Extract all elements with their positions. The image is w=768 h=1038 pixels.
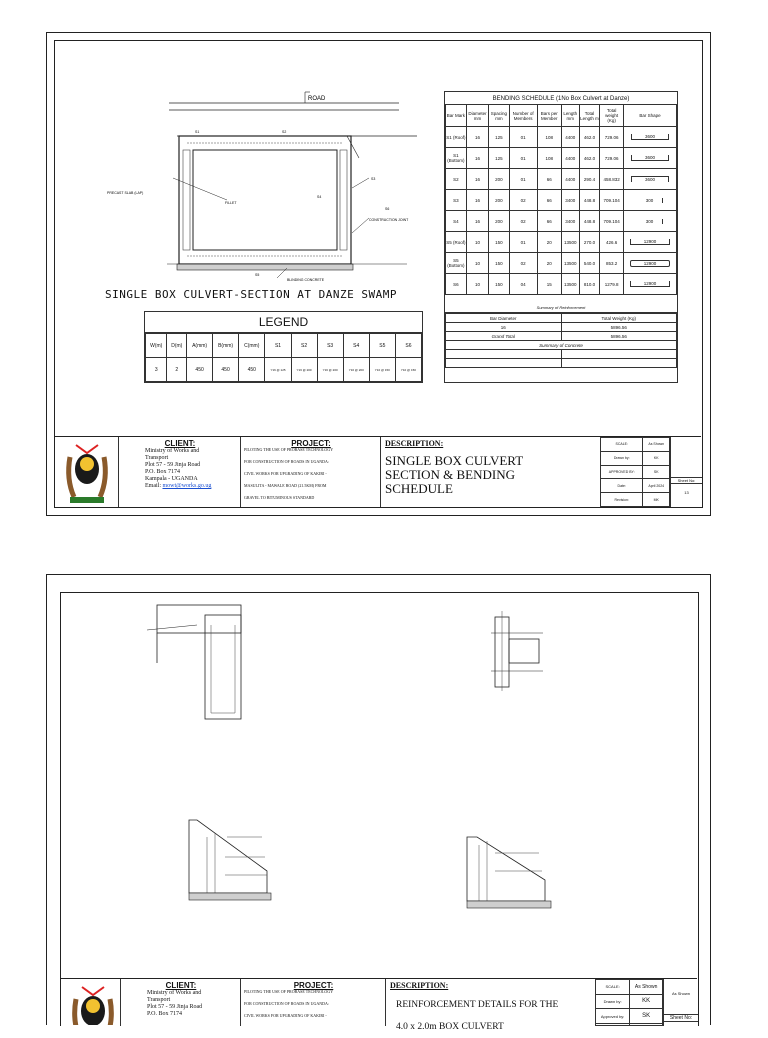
cell: 458.832 bbox=[600, 169, 624, 190]
uganda-coat-of-arms-logo bbox=[62, 981, 124, 1025]
legend-value: 450 bbox=[187, 358, 213, 382]
cell: 290.4 bbox=[579, 169, 600, 190]
cell: 462.0 bbox=[579, 148, 600, 169]
bar-shape-dim: 12900 bbox=[630, 281, 670, 287]
legend-header: S4 bbox=[343, 334, 369, 358]
project-section bbox=[240, 979, 386, 1026]
bar-shape-dim: 3600 bbox=[631, 155, 669, 161]
bar-shape-dim: 12900 bbox=[630, 260, 670, 267]
cell: 02 bbox=[509, 190, 537, 211]
description-line: 4.0 x 2.0m BOX CULVERT bbox=[396, 1022, 504, 1032]
cell: 10 bbox=[466, 232, 488, 253]
table-row bbox=[446, 190, 677, 211]
bar-label-s3: S3 bbox=[371, 177, 376, 181]
client-label: CLIENT: bbox=[164, 439, 196, 448]
email-label: Email: bbox=[145, 483, 161, 489]
cell: 4400 bbox=[561, 148, 579, 169]
cell: 16 bbox=[466, 127, 488, 148]
grand-total-label: Grand Total bbox=[446, 332, 562, 341]
bar-shape-dim: 300 bbox=[638, 219, 663, 224]
cell: 200 bbox=[489, 169, 509, 190]
drawn-value: KK bbox=[643, 451, 670, 465]
bar-shape-dim: 3600 bbox=[631, 134, 669, 140]
project-line: CIVIL WORKS FOR UPGRADING OF KAKIRI - bbox=[244, 1013, 327, 1018]
cell: 20 bbox=[537, 253, 561, 274]
header-total-weight: Total weight (Kg) bbox=[600, 105, 624, 127]
precast-slab-label: PRECAST SLAB (LAP) bbox=[107, 191, 144, 195]
project-line: FOR CONSTRUCTION OF ROADS IN UGANDA: bbox=[244, 1001, 330, 1006]
cell: S2 bbox=[446, 169, 467, 190]
cell: 853.2 bbox=[600, 253, 624, 274]
cell: 1279.8 bbox=[600, 274, 624, 295]
project-line: FOR CONSTRUCTION OF ROADS IN UGANDA: bbox=[244, 459, 330, 464]
legend-value: Y16 @ 200 bbox=[291, 358, 317, 382]
cell: 4400 bbox=[561, 127, 579, 148]
extra-scale-value: As Shown bbox=[671, 991, 690, 996]
cell: 270.0 bbox=[579, 232, 600, 253]
legend-value: 450 bbox=[239, 358, 265, 382]
header-length: Length mm bbox=[561, 105, 579, 127]
client-line: P.O. Box 7174 bbox=[145, 469, 181, 475]
table-row bbox=[446, 253, 677, 274]
cell: 10 bbox=[466, 274, 488, 295]
legend-header: S6 bbox=[395, 334, 421, 358]
cell: 709.104 bbox=[600, 211, 624, 232]
total-weight-label: Total Weight (Kg) bbox=[561, 314, 677, 323]
client-line: Ministry of Works and bbox=[145, 448, 200, 454]
bar-shape-cell bbox=[624, 169, 677, 190]
client-section bbox=[120, 979, 241, 1026]
road-label: ROAD bbox=[308, 96, 326, 102]
legend-title: LEGEND bbox=[145, 312, 422, 333]
summary-concrete-label: Summary of Concrete bbox=[446, 341, 677, 350]
description-section bbox=[380, 437, 601, 507]
cell: 01 bbox=[509, 232, 537, 253]
legend-value: 2 bbox=[167, 358, 187, 382]
empty-cell bbox=[561, 359, 677, 368]
project-section bbox=[240, 437, 381, 507]
cell: 01 bbox=[509, 127, 537, 148]
sheet-number-box bbox=[663, 979, 698, 1026]
bar-diameter-label: Bar Diameter bbox=[446, 314, 562, 323]
project-line: PILOTING THE USE OF PROBASE TECHNOLOGY bbox=[244, 447, 334, 452]
cell: 3400 bbox=[561, 211, 579, 232]
legend-header: C(mm) bbox=[239, 334, 265, 358]
approved-label: Approved by: bbox=[596, 1009, 630, 1024]
cell: S6 bbox=[446, 274, 467, 295]
drawn-value: KK bbox=[630, 994, 663, 1009]
approved-value: SK bbox=[630, 1009, 663, 1024]
header-bars-per-member: Bars per Member bbox=[537, 105, 561, 127]
client-line: Transport bbox=[147, 997, 171, 1003]
cell: 150 bbox=[489, 232, 509, 253]
cell: 462.0 bbox=[579, 127, 600, 148]
cell: 16 bbox=[466, 190, 488, 211]
bar-label-s2: S2 bbox=[282, 130, 287, 134]
legend-value: 450 bbox=[213, 358, 239, 382]
cell: 13500 bbox=[561, 274, 579, 295]
empty-cell bbox=[561, 350, 677, 359]
header-bar-shape: Bar Shape bbox=[624, 105, 677, 127]
cell: 16 bbox=[466, 211, 488, 232]
construction-joint-label: CONSTRUCTION JOINT bbox=[369, 218, 409, 222]
date-label: Date: bbox=[601, 479, 643, 493]
client-section bbox=[118, 437, 241, 507]
project-line: MASULITA - MAWALE ROAD (21.5KM) FROM bbox=[244, 483, 327, 488]
cell: 810.0 bbox=[579, 274, 600, 295]
project-line: CIVIL WORKS FOR UPGRADING OF KAKIRI - bbox=[244, 471, 327, 476]
cell: 02 bbox=[509, 211, 537, 232]
project-line: GRAVEL TO BITUMINOUS STANDARD bbox=[244, 495, 315, 500]
table-row bbox=[446, 148, 677, 169]
bar-shape-cell bbox=[624, 274, 677, 295]
legend-value: Y10 @ 150 bbox=[395, 358, 421, 382]
legend-header: S2 bbox=[291, 334, 317, 358]
legend-value: Y16 @ 200 bbox=[317, 358, 343, 382]
bar-label-s4: S4 bbox=[317, 195, 322, 199]
cell: S1 (Roof) bbox=[446, 127, 467, 148]
drawn-label: Drawn by: bbox=[601, 451, 643, 465]
empty-cell bbox=[446, 359, 562, 368]
legend-value: Y10 @ 150 bbox=[369, 358, 395, 382]
bar-shape-cell bbox=[624, 127, 677, 148]
client-label: CLIENT: bbox=[165, 981, 197, 990]
description-line: SCHEDULE bbox=[385, 481, 453, 496]
cell: 426.6 bbox=[600, 232, 624, 253]
cell: 709.104 bbox=[600, 190, 624, 211]
bending-schedule-table bbox=[445, 104, 677, 295]
project-line: PILOTING THE USE OF PROBASE TECHNOLOGY bbox=[244, 989, 334, 994]
description-section bbox=[385, 979, 596, 1032]
cell: 66 bbox=[537, 190, 561, 211]
cell: 108 bbox=[537, 148, 561, 169]
drawing-title: SINGLE BOX CULVERT-SECTION AT DANZE SWAMP bbox=[105, 288, 398, 301]
header-number-of-members: Number of Members bbox=[509, 105, 537, 127]
cell: S5 (Roof) bbox=[446, 232, 467, 253]
header-total-length: Total Length m bbox=[579, 105, 600, 127]
description-line: SECTION & BENDING bbox=[385, 467, 515, 482]
legend-header: D(m) bbox=[167, 334, 187, 358]
cell: 4400 bbox=[561, 169, 579, 190]
description-line: SINGLE BOX CULVERT bbox=[385, 453, 524, 468]
summary-reinforcement-label: Summary of Reinforcement bbox=[445, 295, 677, 313]
cell: 20 bbox=[537, 232, 561, 253]
cell: 10 bbox=[466, 253, 488, 274]
bar-shape-cell bbox=[624, 232, 677, 253]
drawing-sheet-1 bbox=[46, 32, 711, 516]
client-line: Kampala - UGANDA bbox=[145, 476, 198, 482]
cell: 02 bbox=[509, 253, 537, 274]
bending-schedule-title: BENDING SCHEDULE (1No Box Culvert at Danze) bbox=[492, 96, 630, 102]
bar-shape-dim: 12900 bbox=[630, 239, 670, 245]
bar-label-s1: S1 bbox=[195, 130, 200, 134]
cell: 448.8 bbox=[579, 190, 600, 211]
bar-shape-cell bbox=[624, 148, 677, 169]
cell: S4 bbox=[446, 211, 467, 232]
approved-label: APPROVED BY: bbox=[601, 465, 643, 479]
date-value: April 2024 bbox=[643, 479, 670, 493]
header-spacing: Spacing mm bbox=[489, 105, 509, 127]
approved-value: SK bbox=[643, 465, 670, 479]
cell: 01 bbox=[509, 148, 537, 169]
scale-label: SCALE: bbox=[596, 980, 630, 995]
legend-value: Y16 @ 200 bbox=[343, 358, 369, 382]
cell: 729.06 bbox=[600, 148, 624, 169]
cell: 108 bbox=[537, 127, 561, 148]
cell: 200 bbox=[489, 211, 509, 232]
drawn-label: Drawn by: bbox=[596, 994, 630, 1009]
legend-header: S5 bbox=[369, 334, 395, 358]
table-row bbox=[446, 232, 677, 253]
summary-table bbox=[445, 313, 677, 368]
cell: 15 bbox=[537, 274, 561, 295]
description-label: DESCRIPTION: bbox=[385, 439, 444, 448]
header-diameter: Diameter mm bbox=[466, 105, 488, 127]
title-block bbox=[54, 436, 701, 507]
cell: 200 bbox=[489, 190, 509, 211]
legend-value: 3 bbox=[146, 358, 167, 382]
client-line: Transport bbox=[145, 455, 169, 461]
project-label: PROJECT: bbox=[293, 981, 334, 990]
cell: 66 bbox=[537, 169, 561, 190]
legend-table bbox=[145, 333, 422, 382]
project-label: PROJECT: bbox=[291, 439, 331, 448]
drawing-sheet-2 bbox=[46, 574, 711, 1032]
table-row bbox=[446, 274, 677, 295]
cell: 448.8 bbox=[579, 211, 600, 232]
bar-label-s6: S6 bbox=[385, 207, 390, 211]
cell: 16 bbox=[466, 169, 488, 190]
fillet-label: FILLET bbox=[225, 201, 237, 205]
bar-shape-cell bbox=[624, 211, 677, 232]
sheet-number-box bbox=[670, 437, 702, 507]
revision-label: Revision: bbox=[601, 493, 643, 507]
bending-schedule bbox=[444, 91, 678, 383]
scale-label: SCALE: bbox=[601, 438, 643, 452]
description-label: DESCRIPTION: bbox=[390, 981, 449, 990]
legend-header: S3 bbox=[317, 334, 343, 358]
cell: 125 bbox=[489, 127, 509, 148]
client-line: P.O. Box 7174 bbox=[147, 1011, 183, 1017]
description-line: REINFORCEMENT DETAILS FOR THE bbox=[396, 1000, 559, 1010]
legend-header: A(mm) bbox=[187, 334, 213, 358]
cell: 66 bbox=[537, 211, 561, 232]
cell: 729.06 bbox=[600, 127, 624, 148]
bar-shape-dim: 3600 bbox=[631, 176, 669, 182]
cell: 04 bbox=[509, 274, 537, 295]
cell: 13500 bbox=[561, 232, 579, 253]
cell: 125 bbox=[489, 148, 509, 169]
bar-shape-cell bbox=[624, 253, 677, 274]
legend-header: B(mm) bbox=[213, 334, 239, 358]
bar-shape-cell bbox=[624, 190, 677, 211]
empty-cell bbox=[446, 350, 562, 359]
header-bar-mark: Bar Mark bbox=[446, 105, 467, 127]
sheet-number: 13 bbox=[684, 490, 689, 495]
cell: S5 (Bottom) bbox=[446, 253, 467, 274]
blinding-concrete-label: BLINDING CONCRETE bbox=[287, 278, 325, 282]
legend bbox=[144, 311, 423, 383]
client-line: Ministry of Works and bbox=[147, 990, 202, 996]
bar-shape-dim: 300 bbox=[638, 198, 663, 203]
cell: 13500 bbox=[561, 253, 579, 274]
sheet-label: Sheet No: bbox=[664, 1014, 698, 1022]
client-line: Plot 57 - 59 Jinja Road bbox=[147, 1004, 203, 1010]
scale-value: As Shown bbox=[630, 980, 663, 995]
title-block-2 bbox=[60, 978, 697, 1032]
cell: S1 (Bottom) bbox=[446, 148, 467, 169]
summary-diameter: 16 bbox=[446, 323, 562, 332]
reinforcement-detail-drawings bbox=[47, 575, 710, 975]
legend-header: W(m) bbox=[146, 334, 167, 358]
table-row bbox=[446, 211, 677, 232]
summary-weight: 5896.56 bbox=[561, 323, 677, 332]
info-grid bbox=[600, 437, 670, 507]
sheet-label: Sheet No: bbox=[671, 477, 702, 484]
client-line: Plot 57 - 59 Jinja Road bbox=[145, 462, 201, 468]
cell: 150 bbox=[489, 253, 509, 274]
uganda-coat-of-arms-logo bbox=[56, 439, 118, 505]
bar-label-s5: S5 bbox=[255, 273, 260, 277]
cell: 01 bbox=[509, 169, 537, 190]
table-row bbox=[446, 169, 677, 190]
legend-value: Y16 @ 125 bbox=[265, 358, 291, 382]
revision-value: MK bbox=[643, 493, 670, 507]
info-grid bbox=[595, 979, 663, 1026]
grand-total-value: 5896.56 bbox=[561, 332, 677, 341]
scale-value: As Shown bbox=[643, 438, 670, 452]
email-link[interactable]: mowt@works.go.ug bbox=[162, 483, 212, 489]
cell: 540.0 bbox=[579, 253, 600, 274]
cell: 150 bbox=[489, 274, 509, 295]
cell: 3400 bbox=[561, 190, 579, 211]
cell: 16 bbox=[466, 148, 488, 169]
table-row bbox=[446, 127, 677, 148]
legend-header: S1 bbox=[265, 334, 291, 358]
cell: S3 bbox=[446, 190, 467, 211]
